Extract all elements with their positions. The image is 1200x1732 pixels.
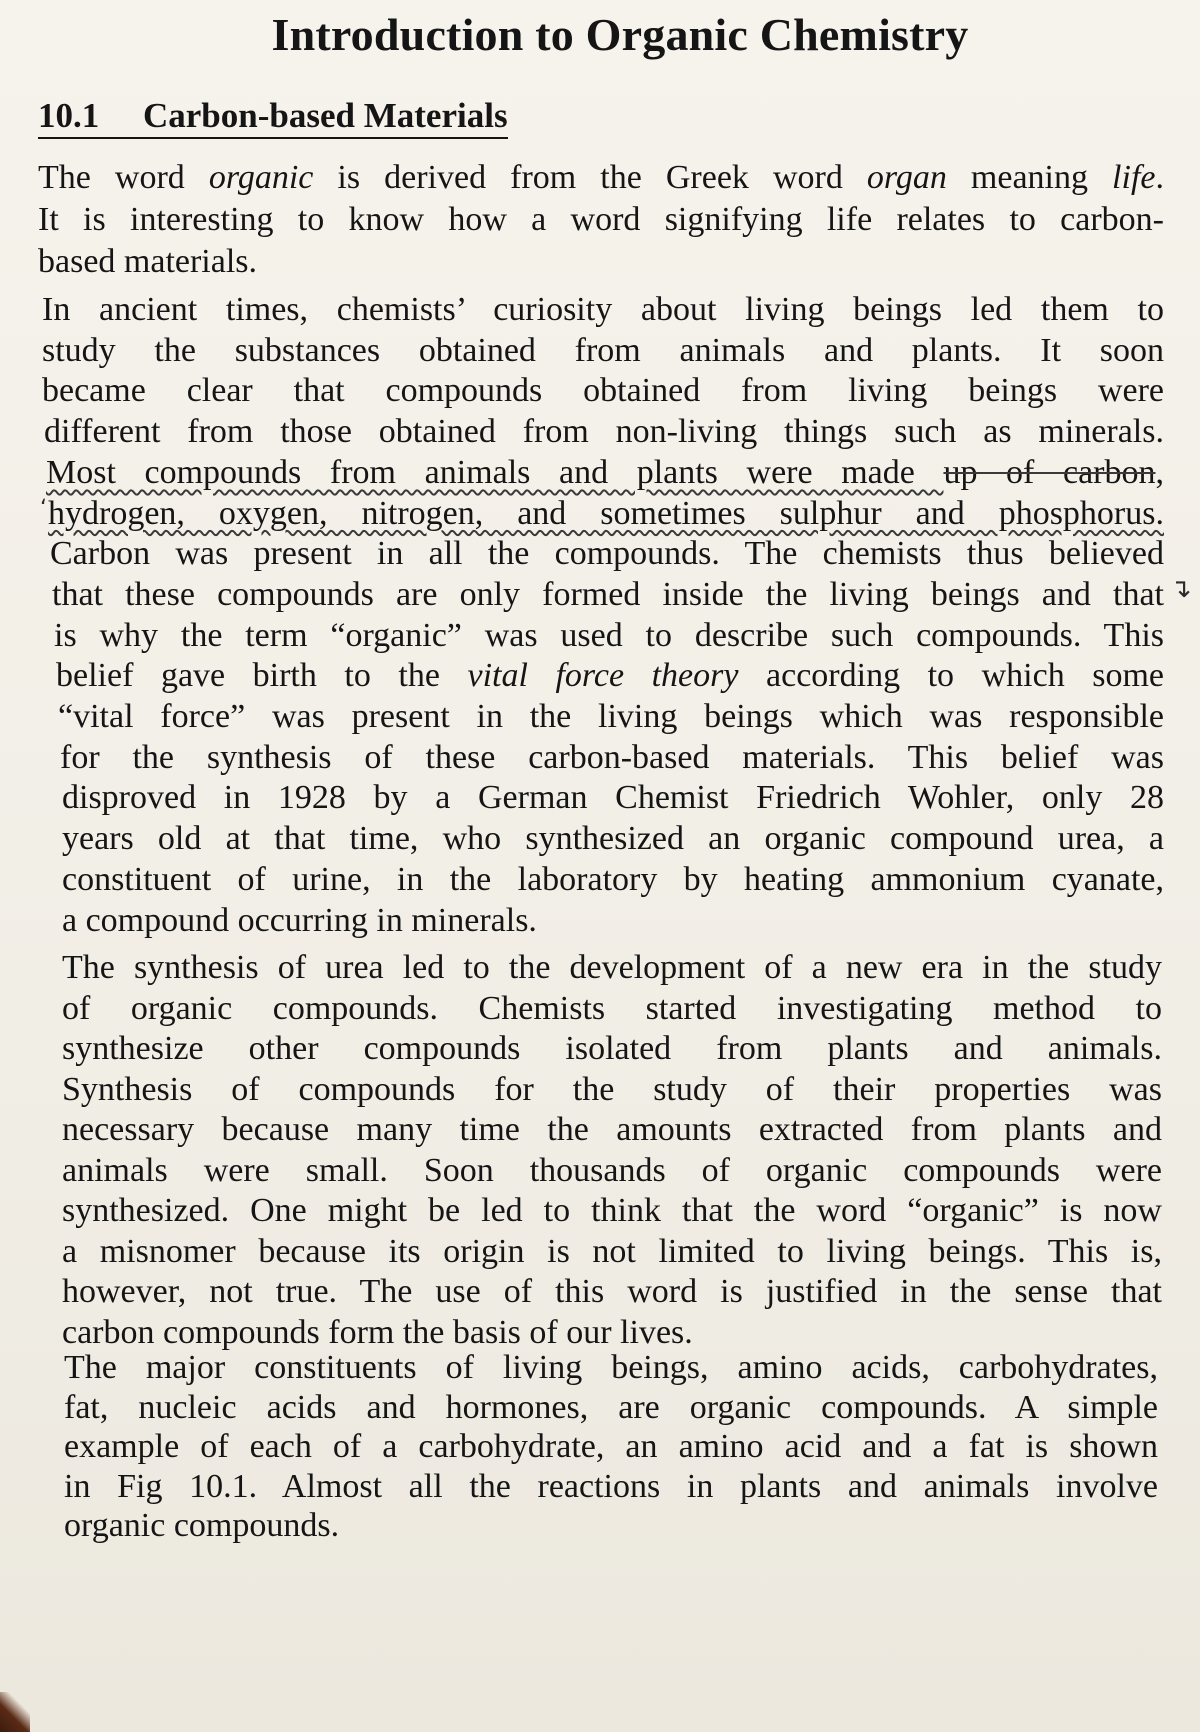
text-line	[38, 242, 1164, 282]
text-segment: that these compounds are only formed inside the living beings and that	[52, 575, 1164, 613]
text-segment: constituent of urine, in the laboratory by heating ammonium cyanate,	[62, 860, 1164, 898]
text-segment: .	[1155, 159, 1164, 196]
text-segment: The word	[38, 159, 209, 196]
text-segment: according to which some	[738, 657, 1165, 695]
text-segment: example of each of a carbohydrate, an amino acid and a fat is shown	[64, 1428, 1158, 1465]
section-number: 10.1	[38, 96, 100, 135]
text-segment: carbon compounds form the basis of our lives.	[62, 1313, 693, 1351]
text-segment: The major constituents of living beings, amino acids, carbohydrates,	[64, 1349, 1158, 1386]
text-line	[64, 1427, 1158, 1467]
text-segment: fat, nucleic acids and hormones, are organic compounds. A simple	[64, 1388, 1158, 1426]
text-line	[62, 778, 1164, 818]
text-segment: belief gave birth to the	[56, 657, 468, 695]
text-segment: organ	[866, 159, 947, 196]
text-line	[52, 575, 1164, 615]
text-segment: disproved in 1928 by a German Chemist Friedrich Wohler, only 28	[62, 779, 1164, 817]
text-line	[62, 819, 1164, 859]
text-line	[44, 412, 1164, 452]
pen-mark-tick: ʻ	[40, 496, 47, 521]
text-line	[56, 656, 1164, 696]
text-line	[58, 697, 1164, 737]
text-line	[64, 1388, 1158, 1428]
text-line	[62, 1029, 1162, 1069]
page-title: Introduction to Organic Chemistry	[271, 9, 969, 60]
text-segment: ,	[1155, 453, 1164, 491]
text-segment: necessary because many time the amounts extracted from plants and	[62, 1111, 1162, 1148]
text-line	[54, 616, 1164, 656]
text-segment: vital force theory	[467, 657, 739, 695]
text-line	[64, 1506, 1158, 1546]
text-segment: synthesize other compounds isolated from plants and animals.	[62, 1030, 1162, 1067]
text-line	[42, 331, 1164, 371]
text-line	[62, 1070, 1162, 1110]
text-segment: different from those obtained from non-living things such as minerals.	[44, 413, 1164, 451]
text-segment: is why the term “organic” was used to describe such compounds. This	[54, 616, 1164, 654]
text-line	[48, 494, 1164, 534]
text-segment: of organic compounds. Chemists started investigating method to	[62, 989, 1162, 1027]
body-text	[0, 158, 1200, 1718]
text-segment: is derived from the Greek word	[313, 159, 867, 196]
text-line	[60, 738, 1164, 778]
text-segment: study the substances obtained from animals and plants. It soon	[42, 331, 1164, 369]
text-line	[62, 1151, 1162, 1191]
text-line	[62, 860, 1164, 900]
pen-mark-arrow: ↴	[1170, 574, 1192, 604]
text-line	[42, 290, 1164, 330]
text-segment: Most compounds from animals and plants were made	[46, 453, 944, 491]
text-line	[46, 453, 1164, 493]
text-line	[62, 1232, 1162, 1272]
text-segment: for the synthesis of these carbon-based materials. This belief was	[60, 738, 1164, 776]
section-heading	[38, 96, 508, 139]
text-line	[50, 534, 1164, 574]
text-segment: “vital force” was present in the living beings which was responsible	[58, 698, 1164, 735]
text-segment: organic	[208, 159, 314, 196]
text-segment: Synthesis of compounds for the study of their properties was	[62, 1070, 1162, 1108]
text-segment: however, not true. The use of this word is justified in the sense that	[62, 1273, 1162, 1310]
text-segment: In ancient times, chemists’ curiosity about living beings led them to	[42, 291, 1164, 328]
text-segment: a compound occurring in minerals.	[62, 901, 537, 939]
text-line	[62, 1110, 1162, 1150]
text-line	[62, 901, 1164, 941]
text-segment: animals were small. Soon thousands of organic compounds were	[62, 1151, 1162, 1189]
text-segment: years old at that time, who synthesized an organic compound urea, a	[62, 820, 1164, 858]
text-line	[62, 989, 1162, 1029]
text-segment: in Fig 10.1. Almost all the reactions in plants and animals involve	[64, 1467, 1158, 1505]
text-segment: organic compounds.	[64, 1507, 340, 1544]
text-segment: up of carbon	[943, 453, 1156, 491]
text-segment: meaning	[946, 159, 1113, 196]
text-line	[42, 371, 1164, 411]
text-segment: The synthesis of urea led to the development of a new era in the study	[62, 949, 1162, 986]
text-line	[62, 1272, 1162, 1312]
text-segment: Carbon was present in all the compounds. The chemists thus believed	[50, 535, 1164, 573]
text-segment: It is interesting to know how a word signifying life relates to carbon-	[38, 201, 1164, 238]
text-line	[64, 1467, 1158, 1507]
text-segment: hydrogen, oxygen, nitrogen, and sometimes sulphur and phosphorus.	[48, 494, 1164, 532]
text-line	[64, 1348, 1158, 1388]
text-line	[62, 1313, 1162, 1353]
text-line	[38, 200, 1164, 240]
text-segment: synthesized. One might be led to think that the word “organic” is now	[62, 1192, 1162, 1229]
text-segment: based materials.	[38, 243, 258, 280]
text-line	[62, 1191, 1162, 1231]
text-line	[38, 158, 1164, 198]
text-segment: a misnomer because its origin is not limited to living beings. This is,	[62, 1232, 1162, 1270]
text-line	[62, 948, 1162, 988]
text-segment: life	[1112, 159, 1156, 196]
section-title: Carbon-based Materials	[143, 96, 508, 135]
text-segment: became clear that compounds obtained from living beings were	[42, 372, 1164, 410]
page-corner-shadow	[0, 1692, 30, 1732]
